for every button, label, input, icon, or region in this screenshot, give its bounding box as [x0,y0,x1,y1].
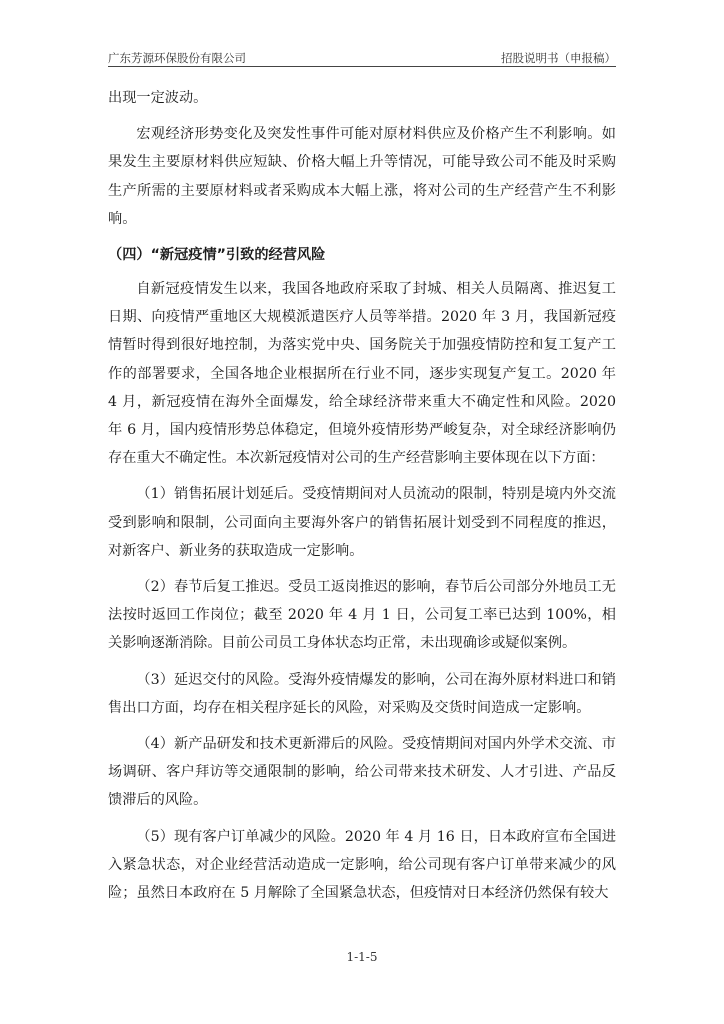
header-company-name: 广东芳源环保股份有限公司 [108,51,246,65]
list-item-order-decrease: （5）现有客户订单减少的风险。2020 年 4 月 16 日，日本政府宣布全国进入紧急状态，对企业经营活动造成一定影响，给公司现有客户订单带来减少的风险；虽然日本政府在 5 月解除了全国紧急状态，但疫情对日本经济仍然保有较大 [108,828,616,902]
paragraph-covid-overview: 自新冠疫情发生以来，我国各地政府采取了封城、相关人员隔离、推迟复工日期、向疫情严重地区大规模派遣医疗人员等举措。2020 年 3 月，我国新冠疫情暂时得到很好地控制，为落实党中央、国务院关于加强疫情防控和复工复产工作的部署要求，全国各地企业根据所在行业不同，逐步实现复产复工。2020 年 4 月，新冠疫情在海外全面爆发，给全球经济带来重大不确定性和风险。2020 年 6 月，国内疫情形势总体稳定，但境外疫情形势严峻复杂，对全球经济影响仍存在重大不确定性。本次新冠疫情对公司的生产经营影响主要体现在以下方面： [108,281,616,467]
list-item-resumption-delay: （2）春节后复工推迟。受员工返岗推迟的影响，春节后公司部分外地员工无法按时返回工作岗位；截至 2020 年 4 月 1 日，公司复工率已达到 100%，相关影响逐渐消除。目前公司员工身体状态均正常，未出现确诊或疑似案例。 [108,579,616,652]
page-number: 1-1-5 [346,950,378,964]
list-item-delivery-delay: （3）延迟交付的风险。受海外疫情爆发的影响，公司在海外原材料进口和销售出口方面，均存在相关程序延长的风险，对采购及交货时间造成一定影响。 [108,671,616,716]
document-body [108,84,616,907]
section-heading: （四）“新冠疫情”引致的经营风险 [108,247,326,264]
paragraph-raw-material-risk: 宏观经济形势变化及突发性事件可能对原材料供应及价格产生不利影响。如果发生主要原材料供应短缺、价格大幅上升等情况，可能导致公司不能及时采购生产所需的主要原材料或者采购成本大幅上涨，将对公司的生产经营产生不利影响。 [108,126,616,227]
list-item-rd-delay: （4）新产品研发和技术更新滞后的风险。受疫情期间对国内外学术交流、市场调研、客户拜访等交通限制的影响，给公司带来技术研发、人才引进、产品反馈滞后的风险。 [108,736,616,809]
list-item-sales-delay: （1）销售拓展计划延后。受疫情期间对人员流动的限制，特别是境内外交流受到影响和限制，公司面向主要海外客户的销售拓展计划受到不同程度的推迟，对新客户、新业务的获取造成一定影响。 [108,486,616,559]
page-header [108,48,616,67]
paragraph-continuation: 出现一定波动。 [108,90,208,106]
header-document-title: 招股说明书（申报稿） [501,51,616,65]
